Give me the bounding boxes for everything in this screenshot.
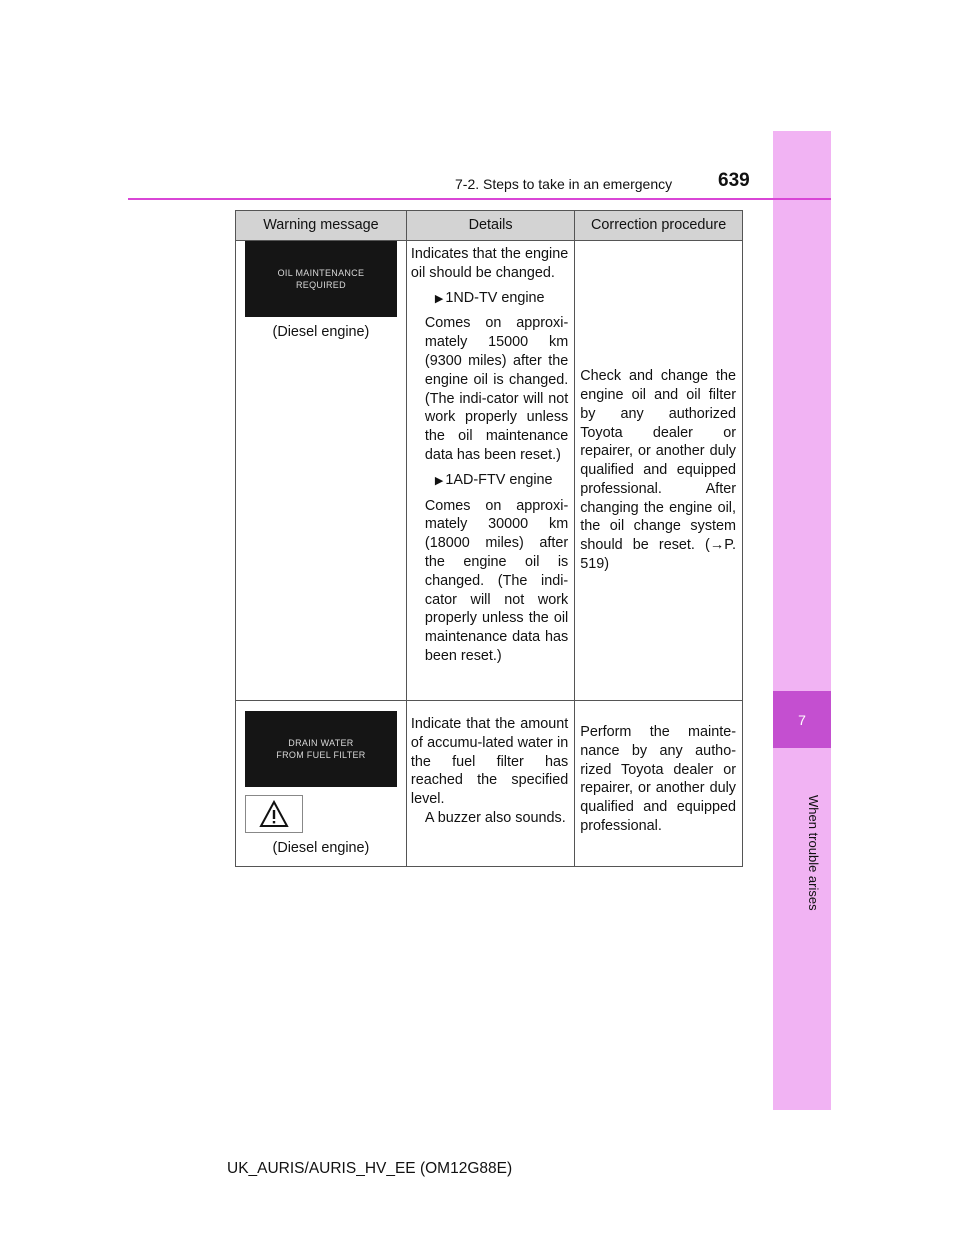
engine-type-label: (Diesel engine) (272, 324, 370, 340)
display-text-line: REQUIRED (296, 280, 346, 290)
engine-bullet (435, 471, 568, 491)
warning-triangle-icon (245, 795, 303, 833)
details-main: Indicate that the amount of accumu-lated water in the fuel filter has reached the specified level. (410, 716, 569, 808)
details-buzzer-note: A buzzer also sounds. (424, 809, 566, 826)
engine-bullet-label: 1AD-FTV engine (445, 471, 553, 488)
engine-bullet-label: 1ND-TV engine (445, 289, 545, 306)
oil-maintenance-display (245, 241, 397, 317)
display-text-line: DRAIN WATER (288, 738, 354, 748)
column-header-warning-message: Warning message (236, 211, 407, 241)
engine-type-label: (Diesel engine) (272, 840, 370, 856)
table-row (236, 701, 743, 867)
table-header-row (236, 211, 743, 241)
triangle-bullet-icon: ▶ (434, 474, 444, 487)
details-cell (406, 241, 574, 701)
chapter-title: When trouble arises (806, 795, 821, 911)
column-header-details: Details (406, 211, 574, 241)
chapter-number-badge: 7 (773, 691, 831, 748)
page-number: 639 (718, 170, 750, 191)
correction-cell (575, 701, 743, 867)
page-reference-link[interactable]: P. 519) (580, 537, 736, 573)
details-cell (406, 701, 574, 867)
engine-bullet-text: Comes on approxi-mately 30000 km (18000 miles) after the engine oil is changed. (The indi-cator will not work properly unless the oil maintenance data has been reset.) (424, 497, 569, 664)
section-title: 7-2. Steps to take in an emergency (455, 176, 673, 192)
warning-message-table (235, 210, 743, 867)
chapter-side-tab (773, 131, 831, 1110)
engine-bullet-text: Comes on approxi-mately 15000 km (9300 miles) after the engine oil is changed. (The indi-cator will not work properly unless the oil maintenance data has been reset.) (424, 315, 569, 463)
model-code-footer: UK_AURIS/AURIS_HV_EE (OM12G88E) (227, 1160, 513, 1177)
header-divider (128, 198, 831, 200)
page-reference-arrow: → (709, 537, 725, 554)
table-row (236, 241, 743, 701)
engine-bullet (435, 289, 568, 309)
column-header-correction-procedure: Correction procedure (575, 211, 743, 241)
correction-cell (575, 241, 743, 701)
correction-text: Check and change the engine oil and oil filter by any authorized Toyota dealer or repairer, or another duly qualified and equipped professional. After changing the engine oil, the oil change system should be reset. ( (580, 368, 736, 554)
display-text-line: OIL MAINTENANCE (277, 268, 365, 278)
warning-message-cell (236, 241, 407, 701)
drain-water-display (245, 711, 397, 787)
triangle-bullet-icon: ▶ (434, 292, 444, 305)
warning-message-cell (236, 701, 407, 867)
correction-text: Perform the mainte-nance by any autho-rized Toyota dealer or repairer, or another duly qualified and equipped professional. (580, 724, 736, 834)
details-intro: Indicates that the engine oil should be changed. (410, 246, 569, 281)
display-text-line: FROM FUEL FILTER (276, 750, 366, 760)
